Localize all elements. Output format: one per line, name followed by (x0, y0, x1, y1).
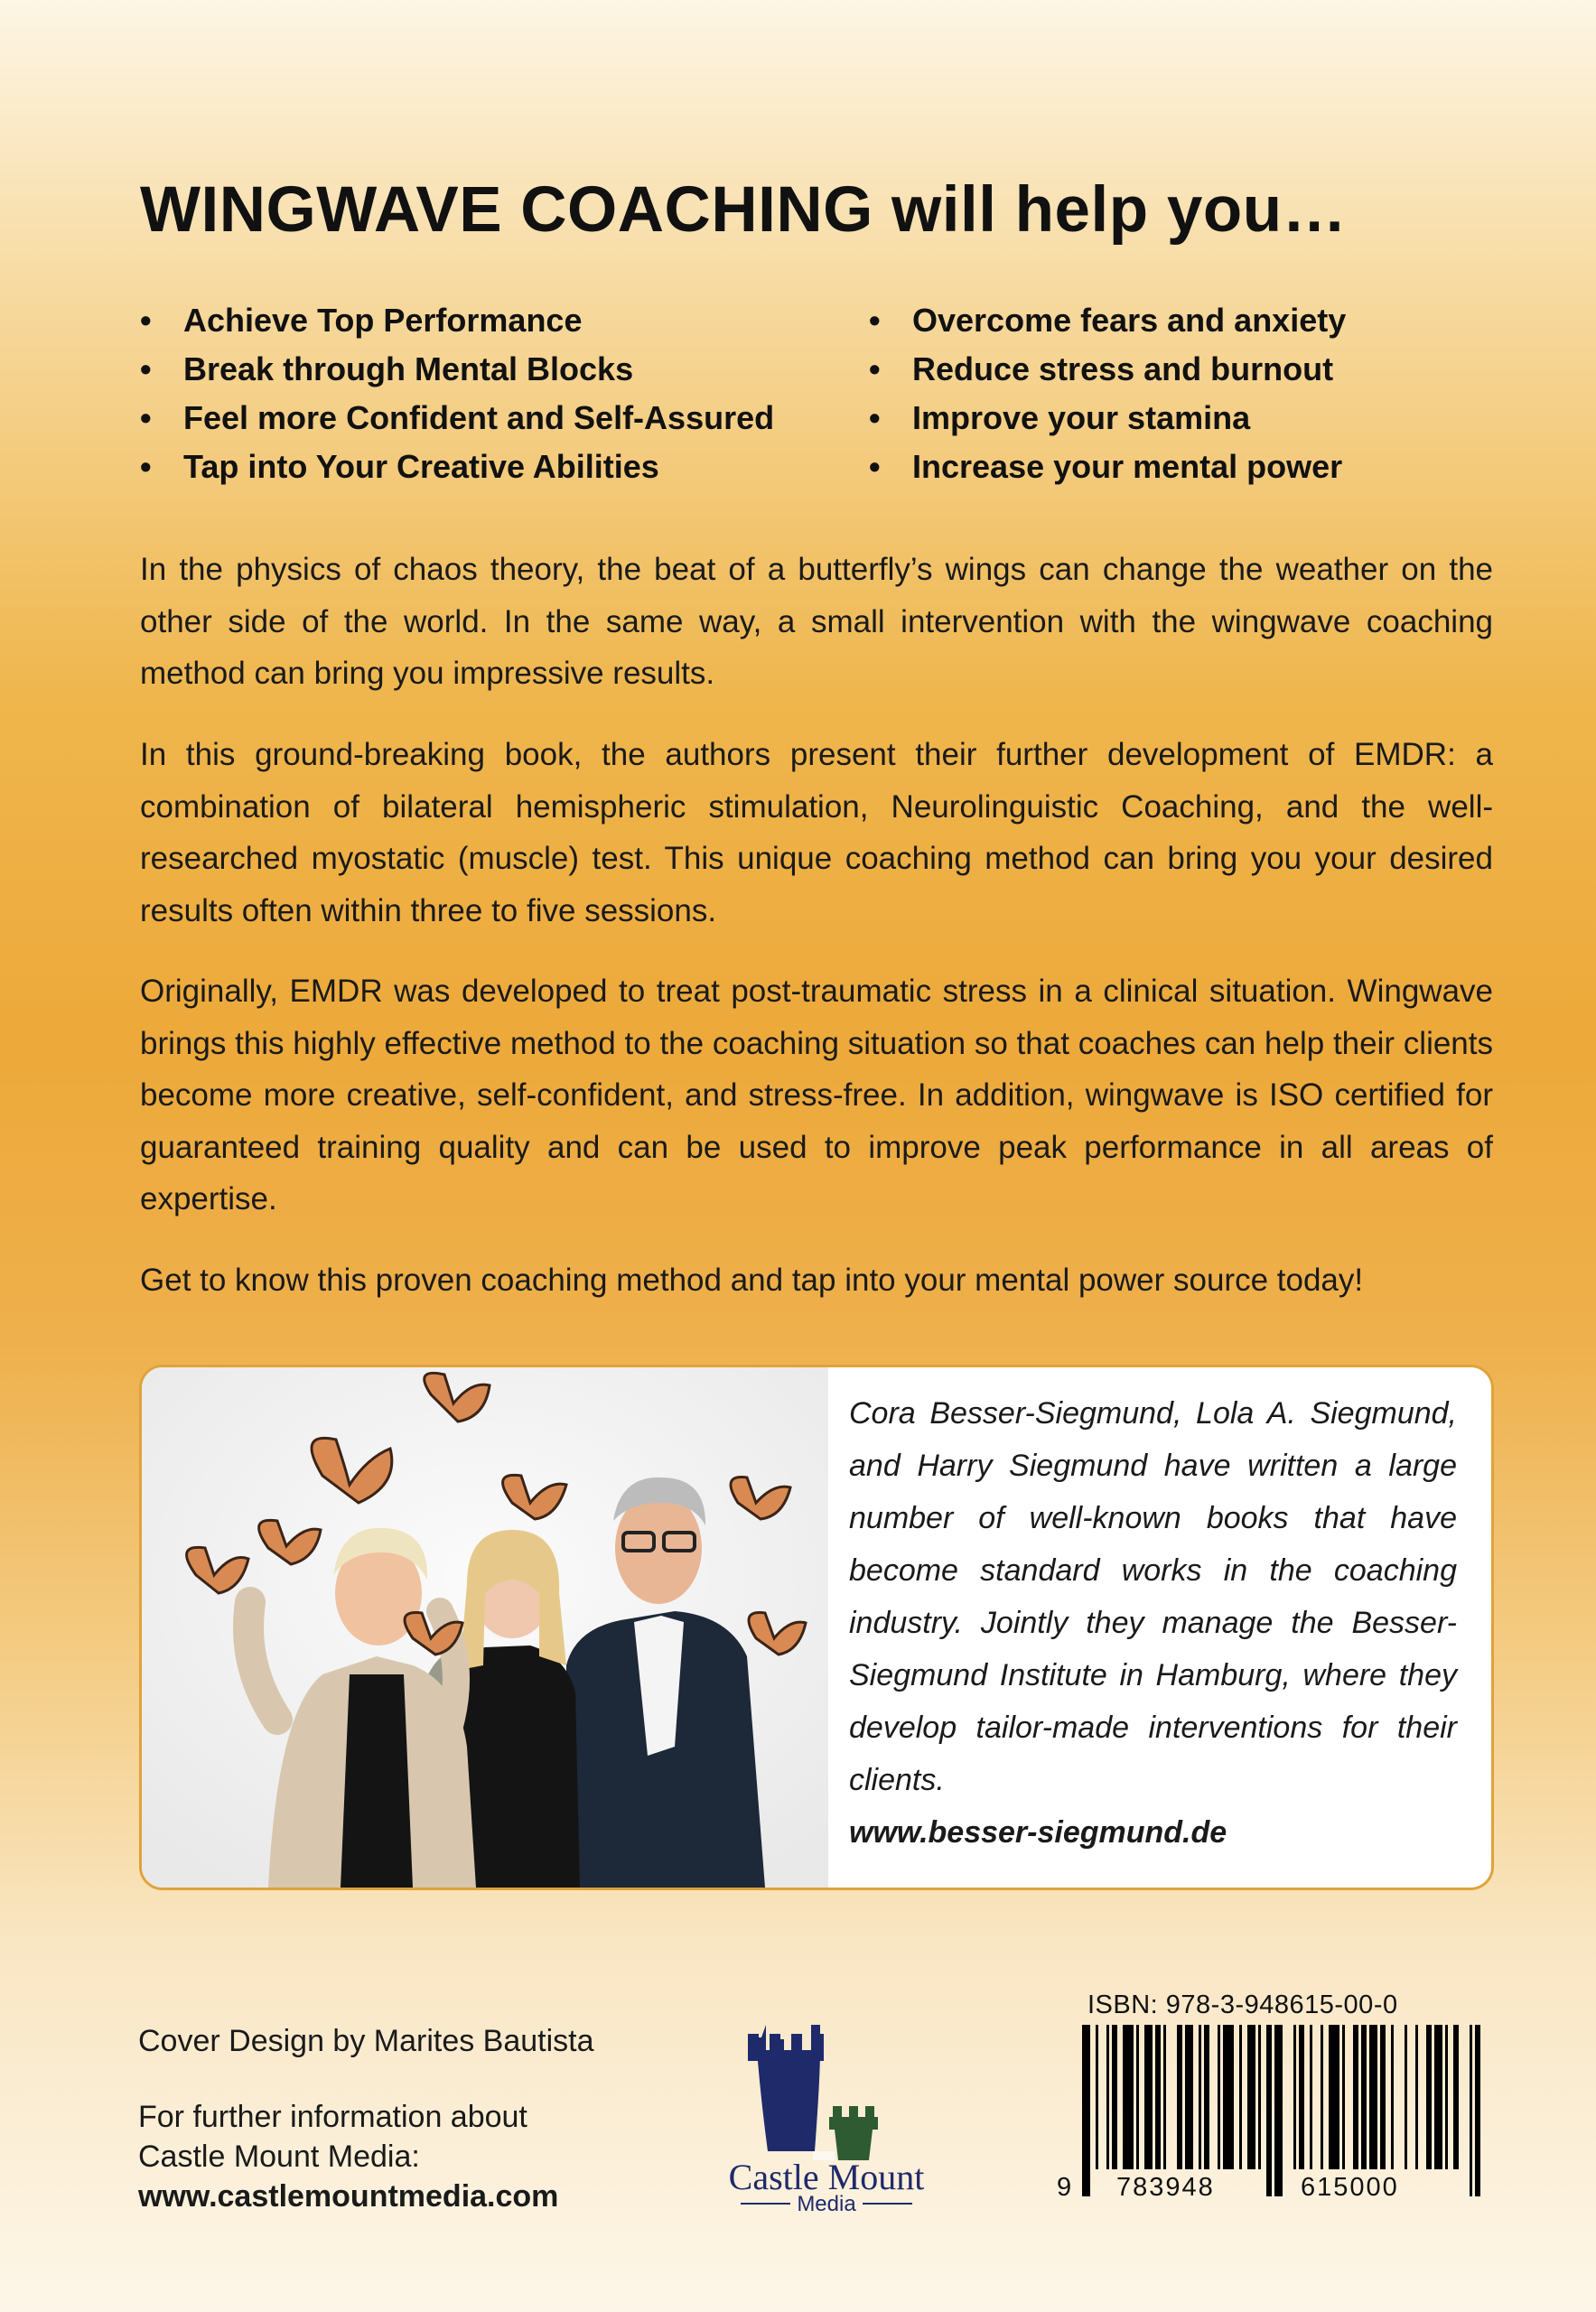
benefit-item: • Break through Mental Blocks (140, 345, 774, 394)
barcode-bar (1321, 2025, 1323, 2169)
barcode-digit-first: 9 (1057, 2173, 1072, 2202)
barcode-bar (1185, 2025, 1193, 2169)
headline: WINGWAVE COACHING will help you… (140, 174, 1348, 246)
barcode-bar (1299, 2025, 1304, 2169)
barcode-bar (1155, 2025, 1161, 2169)
body-paragraph: Get to know this proven coaching method and tap into your mental power source today! (140, 1263, 1364, 1298)
barcode-bar (1391, 2025, 1394, 2169)
publisher-link[interactable]: www.castlemountmedia.com (138, 2179, 559, 2214)
publisher-logo (714, 2016, 939, 2214)
benefit-item: • Increase your mental power (869, 443, 1346, 491)
author-bio-text: Cora Besser-Siegmund, Lola A. Siegmund, and Harry Siegmund have written a large number of well-known books that have become standard works in the coaching industry. Jointly they manage the Besser-Siegmund Institute in Hamburg, where they develop tailor-made interventions for their clients. (849, 1396, 1457, 1797)
barcode-bar (1310, 2025, 1312, 2169)
barcode-bar (1342, 2025, 1345, 2169)
barcode-bar (1082, 2025, 1090, 2196)
benefit-item: • Achieve Top Performance (140, 296, 774, 345)
cover-credit: Cover Design by Marites Bautista (138, 2024, 594, 2058)
barcode-bar (1415, 2025, 1418, 2169)
isbn-label: ISBN: 978-3-948615-00-0 (1087, 1990, 1398, 2019)
barcode-bar (1177, 2025, 1182, 2169)
barcode-bar (1223, 2025, 1234, 2169)
benefit-item: • Reduce stress and burnout (869, 345, 1346, 394)
barcode-bar (1112, 2025, 1117, 2169)
barcode-bar (1453, 2025, 1459, 2169)
barcode-bar (1353, 2025, 1358, 2169)
body-paragraph: In the physics of chaos theory, the beat of a butterfly’s wings can change the weather on the other side of the world. In the same way, a small intervention with the wingwave coaching method can bring you impressive results. (140, 552, 1493, 691)
author-website-link[interactable]: www.besser-siegmund.de (849, 1815, 1227, 1850)
barcode-bar (1239, 2025, 1242, 2169)
benefit-item: • Overcome fears and anxiety (869, 296, 1346, 345)
further-info (138, 2097, 558, 2216)
publisher-name: Castle Mount (728, 2157, 925, 2197)
body-paragraph: In this ground-breaking book, the authors present their further development of EMDR: a combination of bilateral hemispheric stimulation, Neurolinguistic Coaching, and the well-researched myostatic (muscle) test. This unique coaching method can bring you your desired results often within three to five sessions. (140, 737, 1493, 928)
barcode-bar (1247, 2025, 1255, 2169)
barcode-bar (1123, 2025, 1134, 2169)
benefit-item: • Tap into Your Creative Abilities (140, 443, 774, 491)
benefit-item: • Improve your stamina (869, 394, 1346, 443)
barcode-bar (1136, 2025, 1139, 2169)
barcode-bar (1096, 2025, 1098, 2169)
barcode-bar (1329, 2025, 1339, 2169)
barcode-bar (1380, 2025, 1386, 2169)
barcode-bar (1106, 2025, 1109, 2169)
barcode-bar (1258, 2025, 1261, 2169)
barcode-bar (1434, 2025, 1442, 2169)
authors-photo (142, 1367, 828, 1888)
benefit-item: • Feel more Confident and Self-Assured (140, 394, 774, 443)
further-info-line: For further information about (138, 2100, 527, 2134)
benefits-list-left (140, 296, 774, 491)
barcode-bar (1199, 2025, 1201, 2169)
barcode-bar (1426, 2025, 1432, 2169)
publisher-sub: Media (797, 2192, 856, 2214)
barcode-bar (1266, 2025, 1272, 2196)
barcode-bar (1475, 2025, 1480, 2196)
barcode-bar (1470, 2025, 1472, 2196)
barcode-bar (1405, 2025, 1407, 2169)
barcode-bar (1361, 2025, 1367, 2169)
barcode-bar (1274, 2025, 1283, 2196)
barcode-bar (1218, 2025, 1220, 2169)
benefits-list-right (869, 296, 1346, 491)
barcode-bar (1204, 2025, 1209, 2169)
body-paragraph: Originally, EMDR was developed to treat post-traumatic stress in a clinical situation. Wingwave brings this highly effective method to the coaching situation so that coaches can help their clients become more creative, self-confident, and stress-free. In addition, wingwave is ISO certified for guaranteed training quality and can be used to improve peak performance in all areas of expertise. (140, 974, 1493, 1217)
barcode-digits-right: 615000 (1301, 2173, 1399, 2202)
barcode-digits-left: 783948 (1116, 2173, 1215, 2202)
further-info-line: Castle Mount Media: (138, 2140, 420, 2174)
barcode-bar (1293, 2025, 1296, 2169)
barcode-bar (1163, 2025, 1166, 2169)
author-box (139, 1365, 1494, 1890)
barcode-bar (1445, 2025, 1448, 2169)
barcode-bar (1144, 2025, 1153, 2169)
barcode-bar (1369, 2025, 1377, 2169)
author-bio (849, 1387, 1457, 1859)
castle-towers-icon (748, 2025, 878, 2160)
